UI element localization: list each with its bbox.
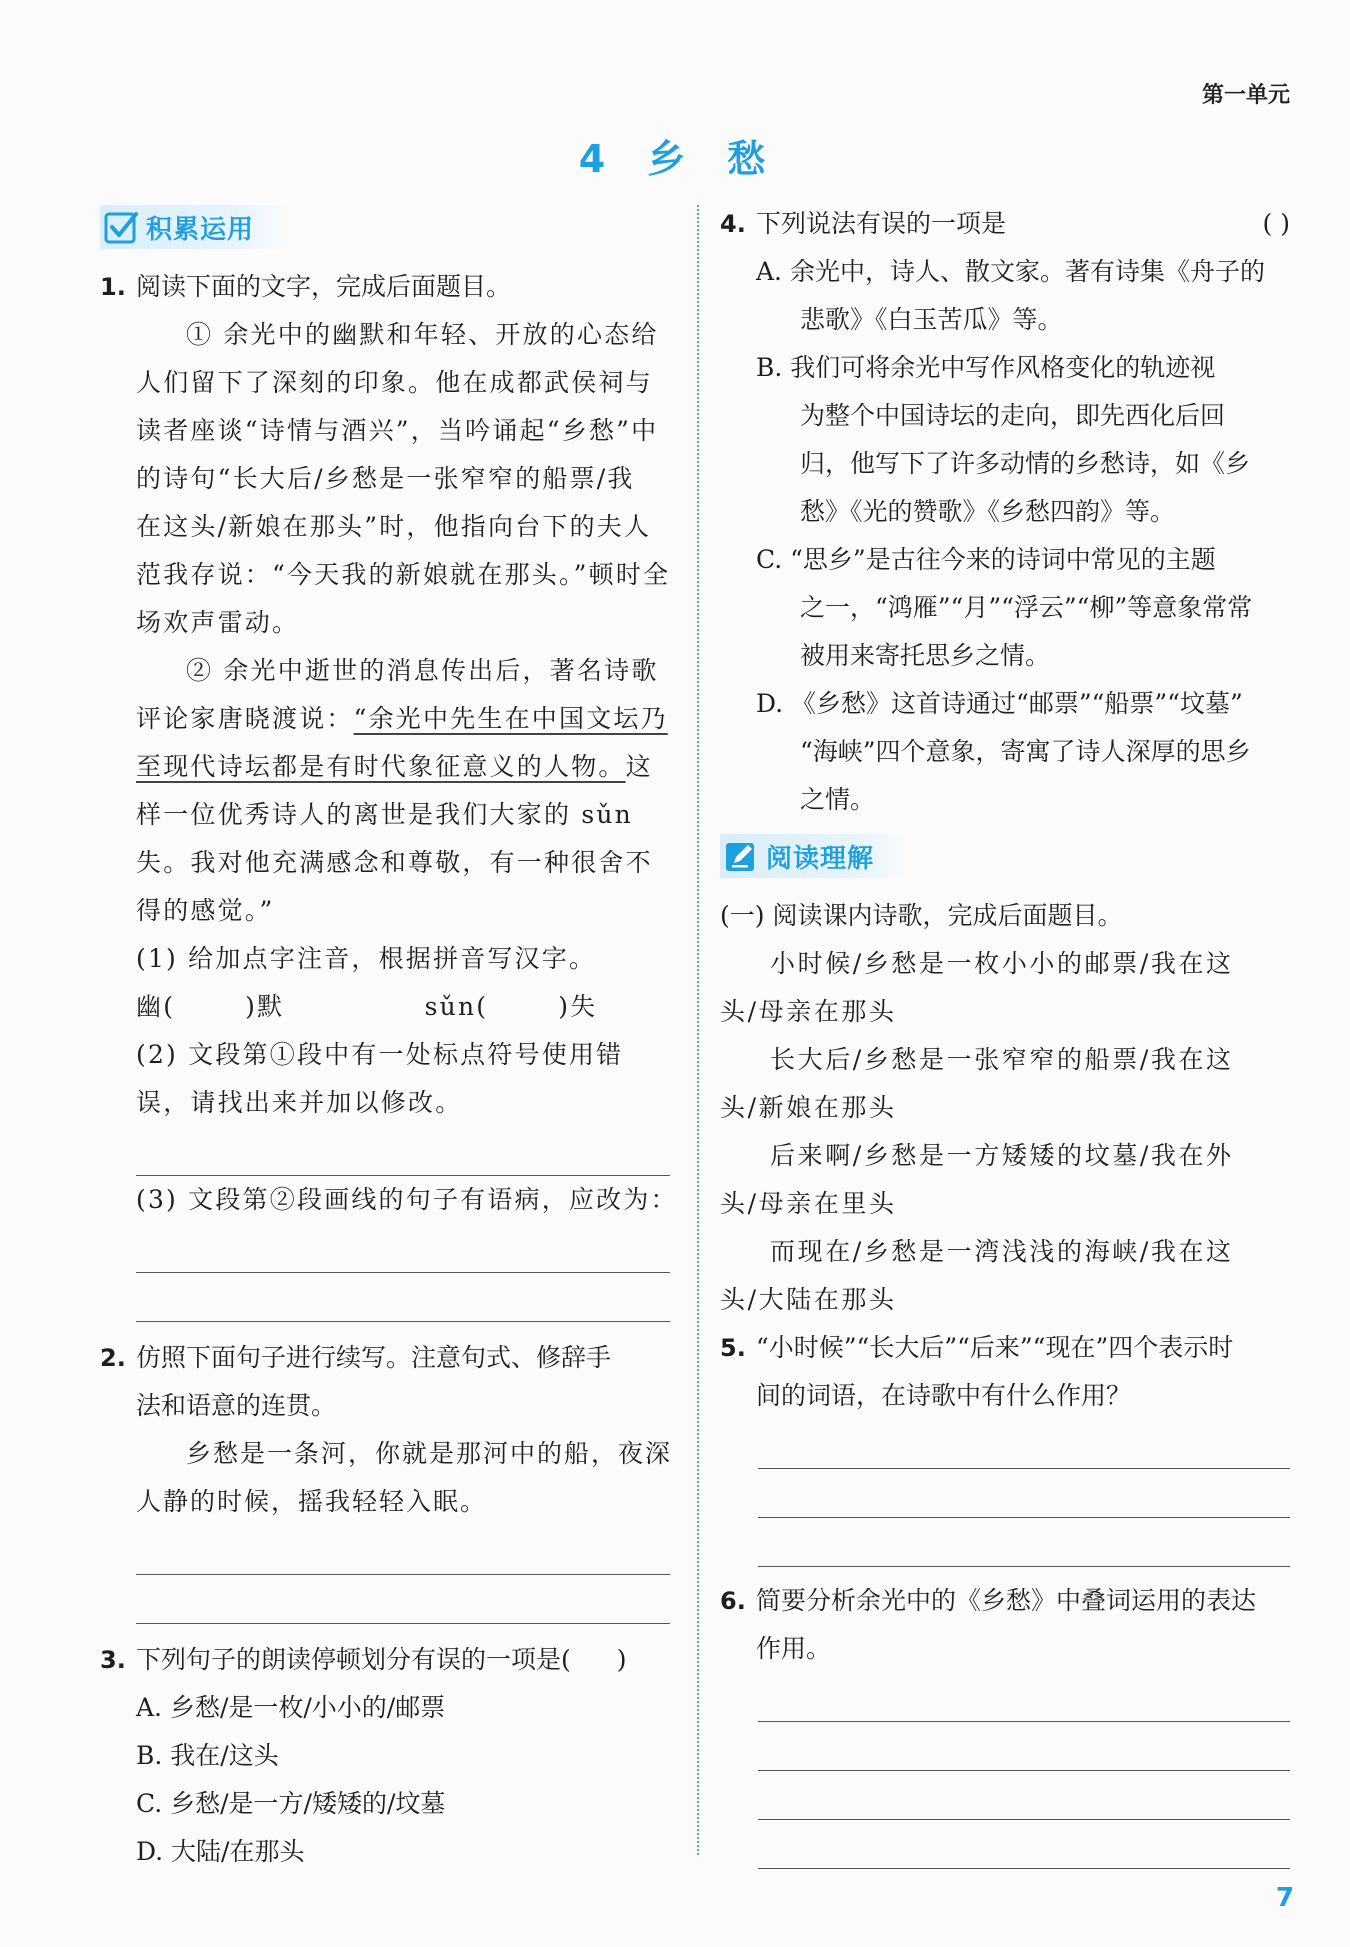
q3-options [100,1684,670,1876]
poem-line: 后来啊/乡愁是一方矮矮的坟墓/我在外 [770,1141,1234,1170]
passage-line [136,743,670,791]
option-line: “海峡”四个意象，寄寓了诗人深厚的思乡 [800,737,1251,766]
lesson-title-char-1: 乡 [647,137,692,181]
section-title-reading: 阅读理解 [766,843,875,874]
answer-line[interactable] [758,1518,1290,1567]
option-line: 悲歌》《白玉苦瓜》等。 [800,305,1063,334]
answer-line[interactable] [758,1820,1290,1869]
question-number: 2. [100,1344,126,1372]
question-stem [756,200,1290,248]
answer-line[interactable] [758,1673,1290,1722]
answer-paren[interactable]: ( ) [1262,209,1290,238]
fill-item-mo: )默 [245,992,285,1021]
option-a[interactable]: A. 乡愁/是一枚/小小的/邮票 [136,1693,446,1722]
option-line: 之情。 [800,785,876,814]
underlined-sentence: 至现代诗坛都是有时代象征意义的人物。 [136,752,626,781]
answer-line[interactable] [758,1722,1290,1771]
sub-question-3-wrap [100,1176,678,1224]
passage-line: ① 余光中的幽默和年轻、开放的心态给 [186,320,659,349]
passage-1 [100,311,670,1127]
answer-line[interactable] [136,1575,670,1624]
passage-line: 得的感觉。” [136,896,275,925]
right-column [720,200,1290,1869]
question-6 [720,1577,1290,1673]
option-line: 愁》《光的赞歌》《乡愁四韵》等。 [800,497,1176,526]
question-stem: 间的词语，在诗歌中有什么作用？ [756,1381,1132,1410]
section-title-accumulate: 积累运用 [146,214,255,245]
passage-line: 人们留下了深刻的印象。他在成都武侯祠与 [136,368,653,397]
unit-label: 第一单元 [1201,83,1290,108]
option-line: 之一，“鸿雁”“月”“浮云”“柳”等意象常常 [800,593,1253,622]
passage-text: 这 [625,752,653,781]
question-4 [720,200,1290,248]
q4-option-c[interactable] [720,536,1290,680]
fill-item-shi: )失 [558,992,598,1021]
question-stem: 阅读下面的文字，完成后面题目。 [136,272,512,301]
question-3 [100,1636,670,1684]
question-stem-text: 下列说法有误的一项是 [756,209,1007,238]
poem-line: 小时候/乡愁是一枚小小的邮票/我在这 [770,949,1234,978]
q4-option-b[interactable] [720,344,1290,536]
lesson-title-char-2: 愁 [727,137,772,181]
option-line: 被用来寄托思乡之情。 [800,641,1051,670]
reading-intro: (一) 阅读课内诗歌，完成后面题目。 [720,901,1123,930]
option-d[interactable]: D. 大陆/在那头 [136,1837,305,1866]
option-line: C. “思乡”是古往今来的诗词中常见的主题 [756,545,1216,574]
passage-line: 范我存说：“今天我的新娘就在那头。”顿时全 [136,560,671,589]
checkbox-pencil-icon [104,210,138,244]
section-header-reading [720,834,910,878]
sub-question-2: 误，请找出来并加以修改。 [136,1088,463,1117]
passage-line: 样一位优秀诗人的离世是我们大家的 sǔn [136,800,633,829]
question-number: 3. [100,1646,126,1674]
poem-line: 头/母亲在里头 [720,1189,897,1218]
passage-line: 场欢声雷动。 [136,608,300,637]
answer-line[interactable] [758,1420,1290,1469]
sub-question-2: (2) 文段第①段中有一处标点符号使用错 [136,1040,624,1069]
passage-line: 在这头/新娘在那头”时，他指向台下的夫人 [136,512,652,541]
passage-line: 失。我对他充满感念和尊敬，有一种很舍不 [136,848,653,877]
question-5 [720,1324,1290,1420]
option-line: B. 我们可将余光中写作风格变化的轨迹视 [756,353,1216,382]
answer-line[interactable] [136,1127,670,1176]
option-line: D. 《乡愁》这首诗通过“邮票”“船票”“坟墓” [756,689,1243,718]
question-stem: 仿照下面句子进行续写。注意句式、修辞手 [136,1343,612,1372]
option-line: 为整个中国诗坛的走向，即先西化后回 [800,401,1226,430]
answer-line[interactable] [136,1224,670,1273]
example-sentence: 乡愁是一条河，你就是那河中的船，夜深 [186,1439,673,1468]
underlined-sentence: “余光中先生在中国文坛乃 [353,704,668,733]
example-sentence: 人静的时候，摇我轻轻入眠。 [136,1487,488,1516]
passage-text: 评论家唐晓渡说： [136,704,354,733]
left-column [100,205,678,1876]
pencil-note-icon [724,839,758,873]
column-divider [697,205,699,1855]
question-stem: “小时候”“长大后”“后来”“现在”四个表示时 [756,1333,1234,1362]
passage-line: 读者座谈“诗情与酒兴”，当吟诵起“乡愁”中 [136,416,659,445]
question-stem [136,1636,670,1684]
question-stem-text: 下列句子的朗读停顿划分有误的一项是( [136,1645,571,1674]
option-c[interactable]: C. 乡愁/是一方/矮矮的/坟墓 [136,1789,446,1818]
poem [720,940,1290,1324]
question-stem: 法和语意的连贯。 [136,1391,337,1420]
answer-line[interactable] [758,1469,1290,1518]
question-1 [100,263,670,311]
passage-line [136,695,670,743]
option-line: 归，他写下了许多动情的乡愁诗，如《乡 [800,449,1251,478]
answer-line[interactable] [758,1771,1290,1820]
lesson-title [0,128,1350,183]
passage-line: ② 余光中逝世的消息传出后，著名诗歌 [186,656,659,685]
sub-question-1: (1) 给加点字注音，根据拼音写汉字。 [136,944,597,973]
answer-line[interactable] [136,1273,670,1322]
paren-close: ) [616,1645,627,1674]
option-b[interactable]: B. 我在/这头 [136,1741,279,1770]
answer-line[interactable] [136,1526,670,1575]
question-stem: 作用。 [756,1634,832,1663]
pinyin-fill-row [136,983,670,1031]
poem-line: 而现在/乡愁是一湾浅浅的海峡/我在这 [770,1237,1234,1266]
question-stem: 简要分析余光中的《乡愁》中叠词运用的表达 [756,1586,1257,1615]
sub-question-3: (3) 文段第②段画线的句子有语病，应改为： [136,1185,678,1214]
q4-option-d[interactable] [720,680,1290,824]
option-line: A. 余光中，诗人、散文家。著有诗集《舟子的 [756,257,1265,286]
fill-item-you: 幽( [136,992,176,1021]
question-number: 5. [720,1334,746,1362]
passage-line: 的诗句“长大后/乡愁是一张窄窄的船票/我 [136,464,635,493]
poem-line: 长大后/乡愁是一张窄窄的船票/我在这 [770,1045,1234,1074]
question-2 [100,1334,673,1526]
question-number: 1. [100,273,126,301]
question-number: 4. [720,210,746,238]
fill-item-sun: sǔn( [424,992,489,1021]
question-number: 6. [720,1587,746,1615]
lesson-number: 4 [578,137,612,181]
poem-line: 头/新娘在那头 [720,1093,897,1122]
q4-option-a[interactable] [720,248,1290,344]
section-header-accumulate [100,205,290,249]
page-number: 7 [1275,1883,1294,1913]
poem-line: 头/大陆在那头 [720,1285,897,1314]
poem-line: 头/母亲在那头 [720,997,897,1026]
